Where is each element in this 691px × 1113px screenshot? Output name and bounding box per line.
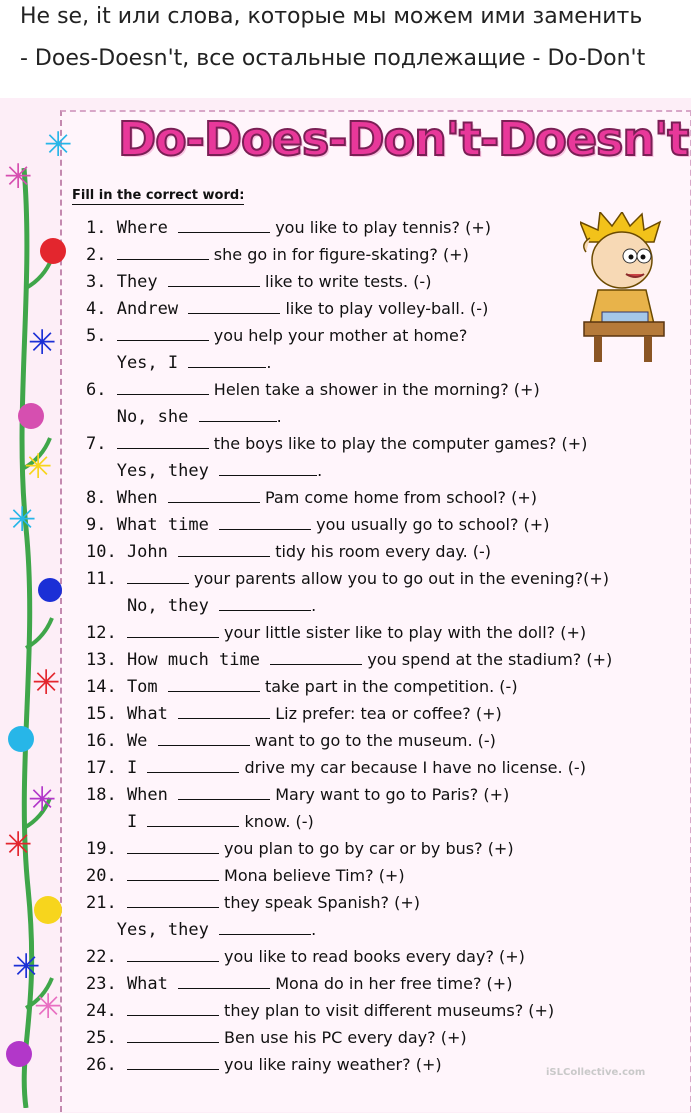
- answer-blank[interactable]: [178, 972, 270, 989]
- exercise-row: [86, 378, 540, 402]
- exercise-row: [86, 297, 488, 321]
- exercise-prefix: 14. Tom: [86, 677, 168, 697]
- exercise-row: [86, 945, 525, 969]
- exercise-row: [86, 621, 586, 645]
- exercise-row: [86, 351, 271, 375]
- answer-blank[interactable]: [168, 675, 260, 692]
- exercise-suffix: you spend at the stadium? (+): [362, 650, 613, 669]
- answer-blank[interactable]: [219, 459, 317, 476]
- exercise-prefix: 10. John: [86, 542, 179, 562]
- exercise-prefix: 9. What time: [86, 515, 220, 535]
- exercise-prefix: Yes, I: [86, 353, 189, 373]
- exercise-prefix: 11.: [86, 569, 127, 589]
- exercise-row: [86, 459, 322, 483]
- answer-blank[interactable]: [117, 432, 209, 449]
- exercise-row: [86, 540, 491, 564]
- exercise-prefix: 12.: [86, 623, 127, 643]
- exercise-row: [86, 783, 509, 807]
- answer-blank[interactable]: [117, 324, 209, 341]
- answer-blank[interactable]: [158, 729, 250, 746]
- exercise-prefix: 1. Where: [86, 218, 179, 238]
- exercise-prefix: I: [86, 812, 148, 832]
- exercise-row: [86, 405, 282, 429]
- exercise-row: [86, 216, 491, 240]
- exercise-suffix: you help your mother at home?: [208, 326, 468, 345]
- exercise-row: [86, 486, 537, 510]
- answer-blank[interactable]: [117, 243, 209, 260]
- exercise-prefix: 5.: [86, 326, 117, 346]
- answer-blank[interactable]: [178, 702, 270, 719]
- exercise-prefix: 16. We: [86, 731, 158, 751]
- red-dot: [40, 238, 66, 264]
- watermark: iSLCollective.com: [546, 1067, 646, 1078]
- exercise-row: [86, 567, 609, 591]
- exercise-suffix: she go in for figure-skating? (+): [208, 245, 469, 264]
- exercise-suffix: .: [266, 353, 272, 372]
- exercise-suffix: take part in the competition. (-): [259, 677, 518, 696]
- exercise-row: [86, 648, 612, 672]
- cartoon-boy-illustration: [580, 212, 666, 364]
- exercise-prefix: 26.: [86, 1055, 127, 1075]
- answer-blank[interactable]: [178, 783, 270, 800]
- exercise-prefix: 8. When: [86, 488, 168, 508]
- exercise-suffix: Liz prefer: tea or coffee? (+): [270, 704, 502, 723]
- pink-flower-icon: ✳: [4, 157, 33, 197]
- exercise-row: [86, 810, 314, 834]
- exercise-row: [86, 432, 587, 456]
- exercise-prefix: 19.: [86, 839, 127, 859]
- exercise-prefix: 24.: [86, 1001, 127, 1021]
- exercise-row: [86, 918, 316, 942]
- exercise-row: [86, 243, 469, 267]
- answer-blank[interactable]: [188, 351, 266, 368]
- answer-blank[interactable]: [219, 594, 311, 611]
- blue-dot: [38, 578, 62, 602]
- exercise-prefix: 15. What: [86, 704, 179, 724]
- exercise-suffix: tidy his room every day. (-): [270, 542, 491, 561]
- exercise-row: [86, 324, 467, 348]
- exercise-prefix: 25.: [86, 1028, 127, 1048]
- exercise-prefix: 18. When: [86, 785, 179, 805]
- exercise-suffix: you like to play tennis? (+): [270, 218, 491, 237]
- exercise-row: [86, 756, 586, 780]
- answer-blank[interactable]: [168, 270, 260, 287]
- answer-blank[interactable]: [127, 1026, 219, 1043]
- exercise-suffix: .: [311, 596, 317, 615]
- exercise-suffix: know. (-): [239, 812, 314, 831]
- exercise-prefix: 21.: [86, 893, 127, 913]
- exercise-suffix: your little sister like to play with the doll? (+): [218, 623, 587, 642]
- exercise-row: [86, 594, 316, 618]
- exercise-suffix: Mona believe Tim? (+): [218, 866, 405, 885]
- exercise-suffix: they plan to visit different museums? (+): [218, 1001, 555, 1020]
- exercise-suffix: Mary want to go to Paris? (+): [270, 785, 510, 804]
- exercise-row: [86, 513, 549, 537]
- pink-dot: [18, 403, 44, 429]
- yellow-flower-icon: ✳: [24, 447, 53, 487]
- purple-flower-icon: ✳: [28, 780, 57, 820]
- answer-blank[interactable]: [127, 621, 219, 638]
- answer-blank[interactable]: [199, 405, 277, 422]
- exercise-prefix: No, she: [86, 407, 199, 427]
- answer-blank[interactable]: [127, 891, 219, 908]
- red-flower-icon: ✳: [4, 825, 33, 865]
- exercise-prefix: No, they: [86, 596, 220, 616]
- cyan-dot: [8, 726, 34, 752]
- answer-blank[interactable]: [178, 540, 270, 557]
- exercise-prefix: 20.: [86, 866, 127, 886]
- caption-header: [0, 0, 691, 98]
- exercise-row: [86, 999, 554, 1023]
- exercise-suffix: Helen take a shower in the morning? (+): [208, 380, 540, 399]
- instruction-label: Fill in the correct word:: [72, 188, 245, 203]
- answer-blank[interactable]: [147, 810, 239, 827]
- caption-line-1: Не se, it или слова, которые мы можем ими заменить: [20, 4, 643, 29]
- worksheet-title: Do-Does-Don't-Doesn't: [118, 112, 689, 166]
- cyan-flower-icon: ✳: [44, 125, 73, 165]
- exercise-suffix: you plan to go by car or by bus? (+): [218, 839, 514, 858]
- exercise-prefix: Yes, they: [86, 920, 220, 940]
- exercise-row: [86, 270, 431, 294]
- exercise-suffix: .: [317, 461, 323, 480]
- exercise-prefix: 6.: [86, 380, 117, 400]
- exercise-prefix: 4. Andrew: [86, 299, 189, 319]
- exercise-suffix: you like rainy weather? (+): [218, 1055, 442, 1074]
- exercise-suffix: drive my car because I have no license. (-): [239, 758, 586, 777]
- yellow-dot: [34, 896, 62, 924]
- exercise-prefix: 7.: [86, 434, 117, 454]
- purple-dot: [6, 1041, 32, 1067]
- pink-flower-icon: ✳: [34, 987, 63, 1027]
- answer-blank[interactable]: [127, 1053, 219, 1070]
- answer-blank[interactable]: [147, 756, 239, 773]
- red-flower-icon: ✳: [32, 663, 61, 703]
- cyan-flower-icon: ✳: [8, 500, 37, 540]
- exercise-prefix: 22.: [86, 947, 127, 967]
- answer-blank[interactable]: [117, 378, 209, 395]
- exercise-suffix: .: [276, 407, 282, 426]
- exercise-suffix: the boys like to play the computer games? (+): [208, 434, 588, 453]
- exercise-suffix: you like to read books every day? (+): [218, 947, 525, 966]
- answer-blank[interactable]: [270, 648, 362, 665]
- answer-blank[interactable]: [127, 567, 189, 584]
- answer-blank[interactable]: [127, 864, 219, 881]
- answer-blank[interactable]: [127, 837, 219, 854]
- exercise-suffix: like to write tests. (-): [259, 272, 432, 291]
- exercise-row: [86, 675, 518, 699]
- exercise-row: [86, 702, 502, 726]
- exercise-suffix: they speak Spanish? (+): [218, 893, 420, 912]
- exercise-row: [86, 729, 496, 753]
- answer-blank[interactable]: [127, 999, 219, 1016]
- exercise-row: [86, 891, 420, 915]
- exercise-row: [86, 972, 512, 996]
- blue-flower-icon: ✳: [28, 323, 57, 363]
- caption-line-2: - Does-Doesn't, все остальные подлежащие - Do-Don't: [20, 46, 646, 71]
- exercise-suffix: like to play volley-ball. (-): [280, 299, 489, 318]
- exercise-row: [86, 864, 405, 888]
- exercise-prefix: Yes, they: [86, 461, 220, 481]
- exercise-prefix: 17. I: [86, 758, 148, 778]
- exercise-row: [86, 1026, 467, 1050]
- exercise-prefix: 23. What: [86, 974, 179, 994]
- exercise-suffix: .: [311, 920, 317, 939]
- exercise-suffix: want to go to the museum. (-): [249, 731, 496, 750]
- answer-blank[interactable]: [219, 918, 311, 935]
- exercise-prefix: 2.: [86, 245, 117, 265]
- answer-blank[interactable]: [178, 216, 270, 233]
- exercise-row: [86, 837, 514, 861]
- exercise-suffix: Pam come home from school? (+): [259, 488, 538, 507]
- answer-blank[interactable]: [168, 486, 260, 503]
- answer-blank[interactable]: [219, 513, 311, 530]
- exercise-suffix: Mona do in her free time? (+): [270, 974, 513, 993]
- answer-blank[interactable]: [188, 297, 280, 314]
- exercise-prefix: 13. How much time: [86, 650, 271, 670]
- exercise-suffix: you usually go to school? (+): [311, 515, 550, 534]
- exercise-prefix: 3. They: [86, 272, 168, 292]
- exercise-row: [86, 1053, 442, 1077]
- exercise-suffix: your parents allow you to go out in the evening?(+): [188, 569, 610, 588]
- answer-blank[interactable]: [127, 945, 219, 962]
- exercise-suffix: Ben use his PC every day? (+): [218, 1028, 467, 1047]
- blue-flower-icon: ✳: [12, 947, 41, 987]
